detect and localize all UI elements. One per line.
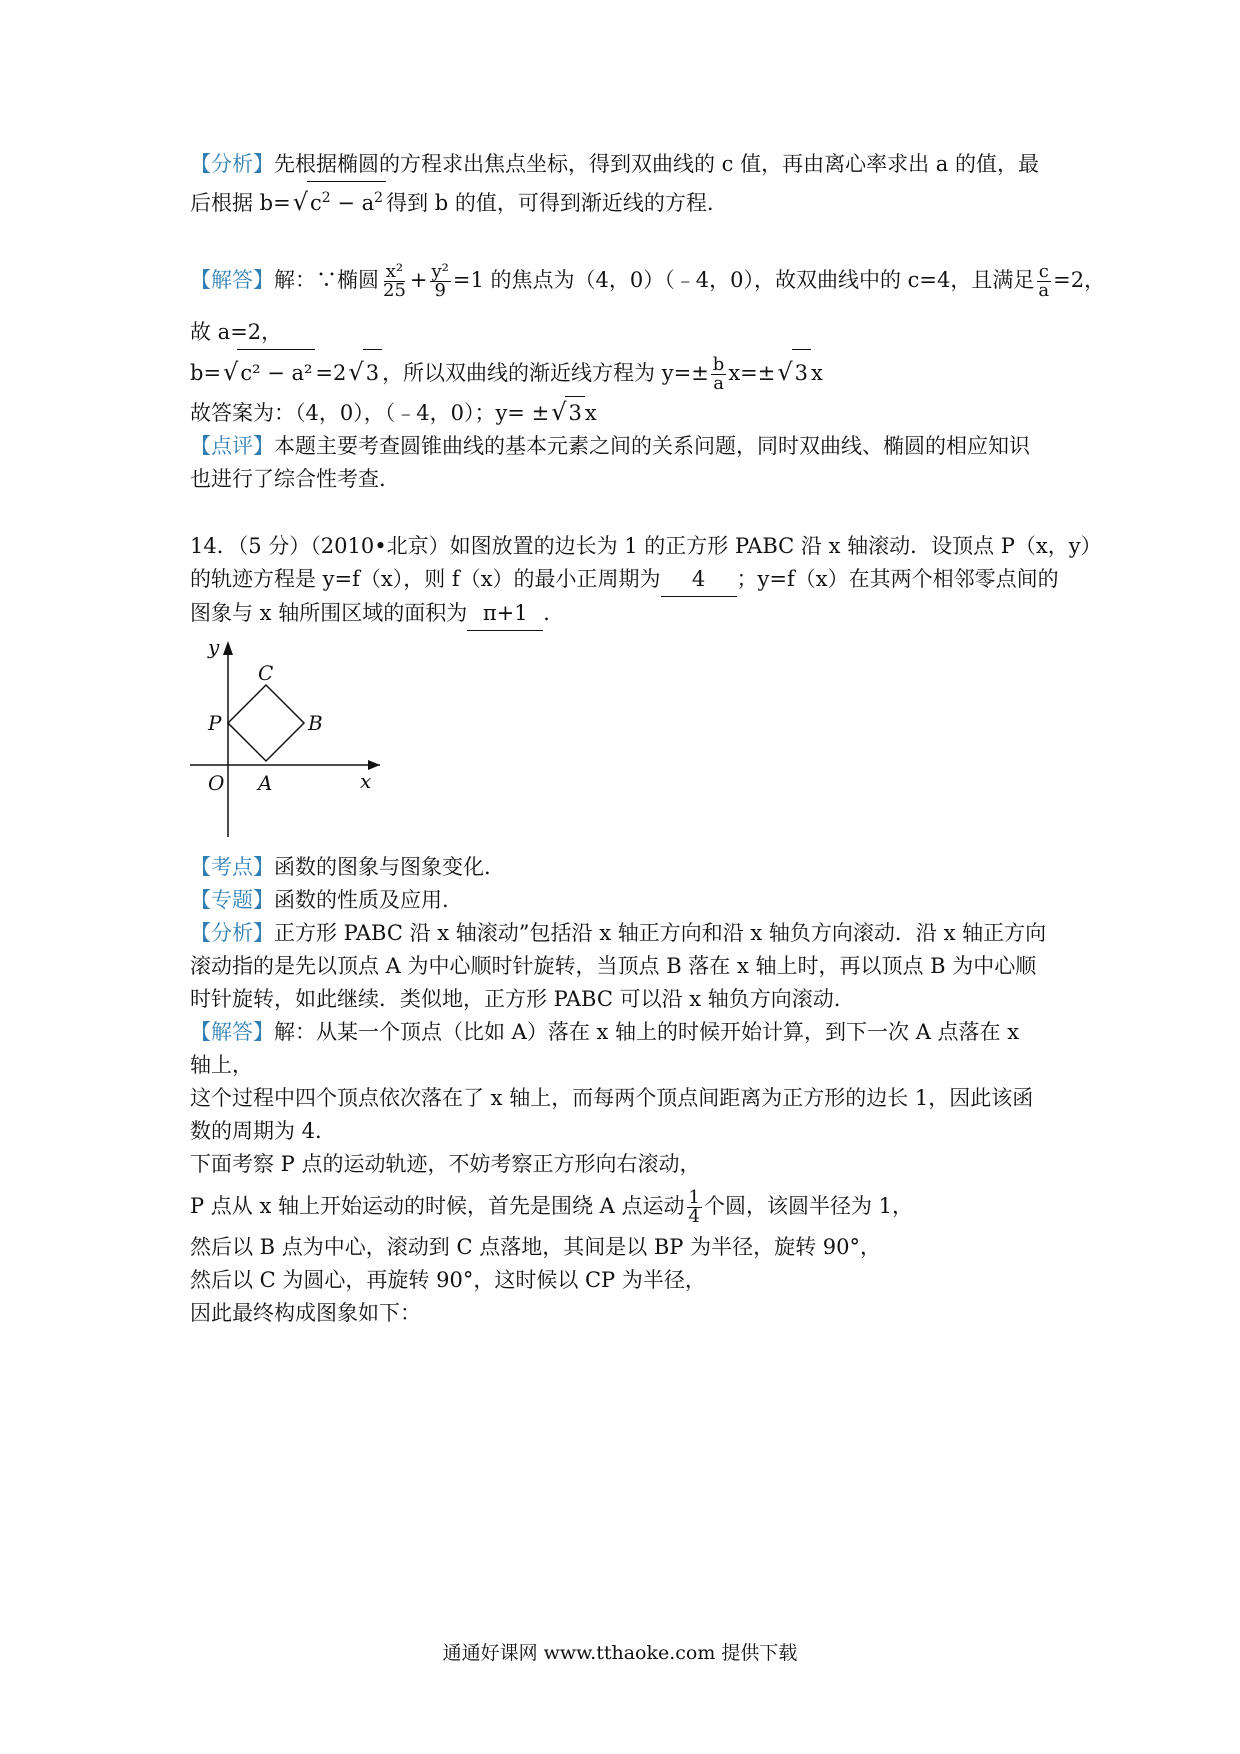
text: 下面考察 P 点的运动轨迹，不妨考察正方形向右滚动， [190, 1152, 701, 1176]
label-b: B [308, 711, 323, 735]
analysis2-line-2 [190, 950, 1060, 983]
radical-sign: √ [223, 358, 239, 386]
problem-14-line-1 [190, 530, 1102, 563]
radicand: 3 [565, 396, 584, 430]
text: =2 [315, 361, 347, 385]
text: x=± [728, 361, 776, 385]
problem-14-line-3 [190, 597, 1060, 631]
text: 时针旋转，如此继续．类似地，正方形 PABC 可以沿 x 轴负方向滚动. [190, 987, 841, 1011]
solution2-line-8 [190, 1264, 1060, 1297]
denominator: 4 [688, 1206, 700, 1227]
text: 这个过程中四个顶点依次落在了 x 轴上，而每两个顶点间距离为正方形的边长 1，因此该函 [190, 1086, 1034, 1110]
text: 的轨迹方程是 y=f（x），则 f（x）的最小正周期为 [190, 567, 661, 591]
text: =1 的焦点为（4，0）（﹣4，0），故双曲线中的 c=4，且满足 [452, 268, 1035, 292]
text: b= [190, 361, 222, 385]
label-y: y [208, 635, 220, 659]
text: ，所以双曲线的渐近线方程为 y=± [382, 361, 709, 385]
text: 正方形 PABC 沿 x 轴滚动”包括沿 x 轴正方向和沿 x 轴负方向滚动．沿 x 轴正方向 [274, 921, 1047, 945]
radicand-a: − a [330, 191, 375, 215]
text: 然后以 C 为圆心，再旋转 90°，这时候以 CP 为半径， [190, 1268, 706, 1292]
solution-line-1 [190, 254, 1106, 306]
numerator: x² [385, 261, 404, 282]
subject-line [190, 884, 1060, 917]
radical-sign: √ [777, 358, 793, 386]
subject-tag: 【专题】 [190, 888, 274, 912]
text: 个圆，该圆半径为 1， [703, 1194, 914, 1218]
text: 数的周期为 4. [190, 1119, 322, 1143]
denominator: 25 [383, 280, 406, 301]
comment-line-2 [190, 463, 1060, 496]
solution-line-3 [190, 349, 1060, 396]
label-a: A [258, 771, 273, 795]
radical-sign: √ [292, 188, 309, 216]
denominator: 9 [434, 280, 446, 301]
text: P 点从 x 轴上开始运动的时候，首先是围绕 A 点运动 [190, 1194, 685, 1218]
solution2-line-3 [190, 1082, 1060, 1115]
exponent: 2 [374, 190, 384, 206]
solution2-line-6 [190, 1181, 1060, 1231]
analysis-text: 先根据椭圆的方程求出焦点坐标，得到双曲线的 c 值，再由离心率求出 a 的值，最 [274, 152, 1039, 176]
radicand [307, 181, 386, 220]
text: 函数的图象与图象变化. [274, 855, 491, 879]
radicand: c² − a² [237, 349, 315, 396]
fraction-b-a [711, 356, 727, 393]
numerator: b [712, 354, 725, 375]
solution-tag: 【解答】 [190, 268, 274, 292]
text: 故答案为：（4，0），（﹣4，0）；y= ± [190, 401, 550, 425]
page-footer: 通通好课网 www.tthaoke.com 提供下载 [442, 1642, 798, 1664]
text: 轴上， [190, 1053, 253, 1077]
fraction-y2-9 [430, 263, 451, 300]
text: 14．（5 分）（2010•北京）如图放置的边长为 1 的正方形 PABC 沿 x 轴滚动．设顶点 P（x，y） [190, 534, 1102, 558]
analysis2-line-3 [190, 983, 1060, 1016]
text: 故 a=2， [190, 320, 283, 344]
text: 图象与 x 轴所围区域的面积为 [190, 601, 468, 625]
numerator: 1 [688, 1187, 700, 1208]
text: 因此最终构成图象如下： [190, 1301, 421, 1325]
numerator: c [1038, 261, 1049, 282]
radicand-c: c [310, 191, 322, 215]
radical-sign: √ [348, 358, 364, 386]
text: =2， [1053, 268, 1106, 292]
text: 得到 b 的值，可得到渐近线的方程. [386, 191, 714, 215]
analysis2-tag: 【分析】 [190, 921, 274, 945]
solution2-line-1 [190, 1016, 1060, 1049]
radicand: 3 [363, 349, 382, 396]
y-axis-arrow [223, 641, 233, 655]
analysis-tag: 【分析】 [190, 152, 274, 176]
solution2-line-5 [190, 1148, 1060, 1181]
figure-svg [190, 637, 430, 847]
label-x: x [360, 769, 372, 793]
text: 滚动指的是先以顶点 A 为中心顺时针旋转，当顶点 B 落在 x 轴上时，再以顶点 B 为中心顺 [190, 954, 1037, 978]
solution-line-4 [190, 396, 1060, 430]
numerator: y² [431, 261, 449, 282]
square-on-axis-figure [190, 637, 430, 847]
label-c: C [258, 661, 274, 685]
answer-blank-period: 4 [661, 563, 737, 597]
analysis-line-1 [190, 148, 1060, 181]
fraction-c-a [1036, 263, 1051, 300]
text: ． [543, 601, 565, 625]
label-o: O [208, 771, 225, 795]
page-content [190, 148, 1106, 1330]
text: 也进行了综合性考查. [190, 467, 386, 491]
fraction-1-4 [687, 1189, 702, 1226]
analysis2-line-1 [190, 917, 1060, 950]
solution2-line-2 [190, 1049, 1060, 1082]
solution2-tag: 【解答】 [190, 1020, 274, 1044]
label-p: P [208, 711, 222, 735]
denominator: a [713, 373, 724, 394]
fraction-x2-25 [381, 263, 408, 300]
radicand: 3 [792, 349, 811, 396]
square-pabc [228, 685, 304, 761]
comment-tag: 【点评】 [190, 434, 274, 458]
solution-line-2 [190, 316, 1060, 349]
text: 函数的性质及应用. [274, 888, 449, 912]
solution2-line-7 [190, 1231, 1060, 1264]
answer-blank-area: π+1 [467, 597, 543, 631]
analysis-line-2 [190, 181, 1060, 220]
text: 然后以 B 点为中心，滚动到 C 点落地，其间是以 BP 为半径，旋转 90°， [190, 1235, 882, 1259]
exponent: 2 [321, 190, 331, 206]
text: x [584, 401, 597, 425]
text: 解：从某一个顶点（比如 A）落在 x 轴上的时候开始计算，到下一次 A 点落在 x [274, 1020, 1020, 1044]
solution2-line-9 [190, 1297, 1060, 1330]
radical-sign: √ [551, 398, 567, 426]
denominator: a [1038, 280, 1050, 301]
problem-14-line-2 [190, 563, 1060, 597]
text: 解：∵椭圆 [274, 268, 379, 292]
plus-sign: + [409, 268, 428, 292]
text: 本题主要考查圆锥曲线的基本元素之间的关系问题，同时双曲线、椭圆的相应知识 [274, 434, 1030, 458]
topic-line [190, 851, 1060, 884]
comment-line-1 [190, 430, 1060, 463]
text: ；y=f（x）在其两个相邻零点间的 [736, 567, 1059, 591]
text: 后根据 b= [190, 191, 291, 215]
solution2-line-4 [190, 1115, 1060, 1148]
text: x [811, 361, 823, 385]
topic-tag: 【考点】 [190, 855, 274, 879]
